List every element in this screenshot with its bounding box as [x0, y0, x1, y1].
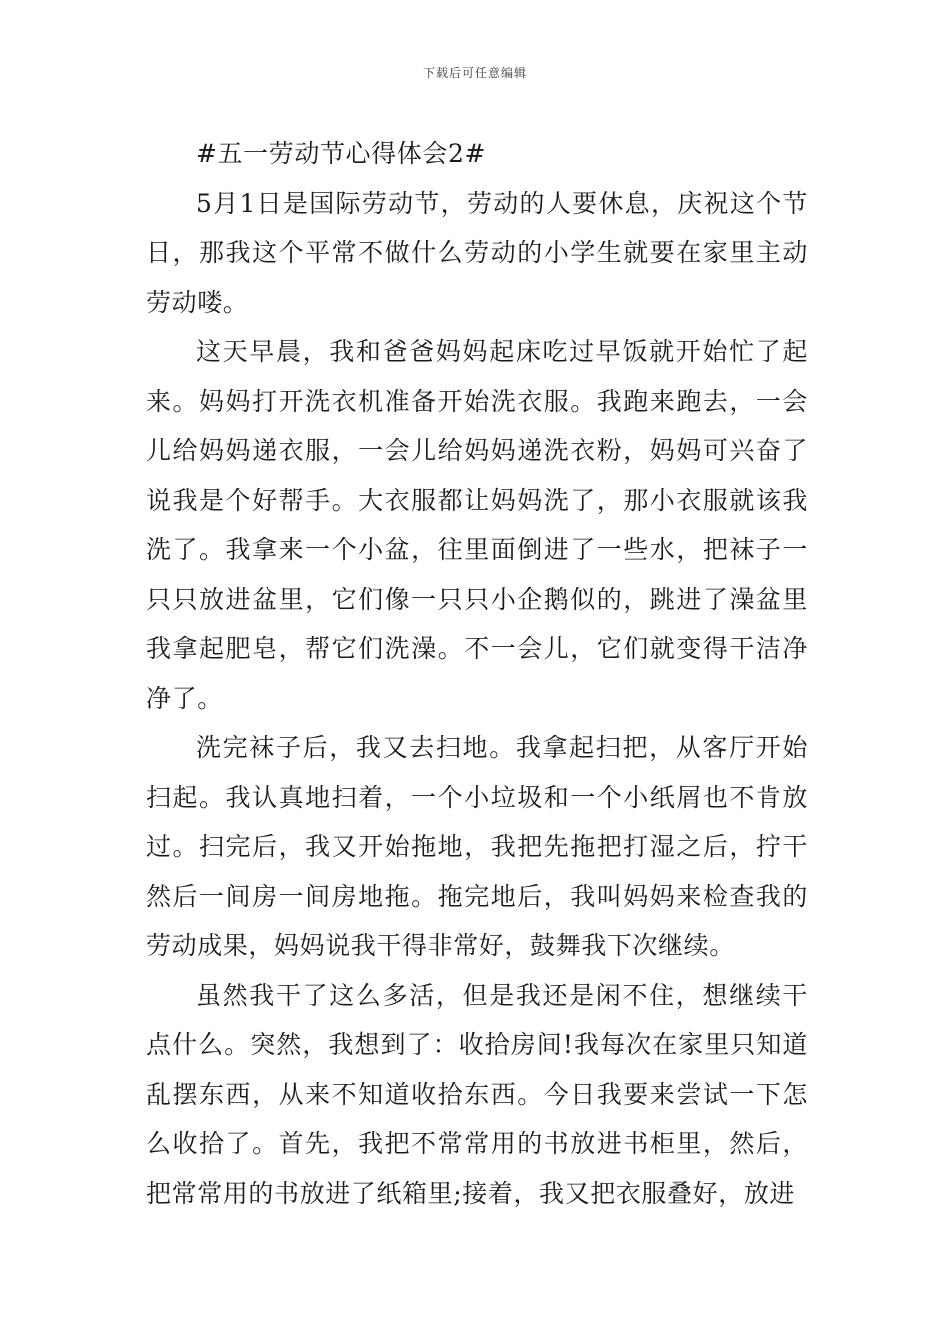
paragraph-1: 5月1日是国际劳动节，劳动的人要休息，庆祝这个节日，那我这个平常不做什么劳动的小学生就要在家里主动劳动喽。 — [146, 188, 808, 317]
paragraph-3: 洗完袜子后，我又去扫地。我拿起扫把，从客厅开始扫起。我认真地扫着，一个小垃圾和一个小纸屑也不肯放过。扫完后，我又开始拖地，我把先拖把打湿之后，拧干然后一间房一间房地拖。拖完地后，我叫妈妈来检查我的劳动成果，妈妈说我干得非常好，鼓舞我下次继续。 — [146, 733, 808, 960]
document-body — [146, 129, 808, 1218]
paragraph-2: 这天早晨，我和爸爸妈妈起床吃过早饭就开始忙了起来。妈妈打开洗衣机准备开始洗衣服。我跑来跑去，一会儿给妈妈递衣服，一会儿给妈妈递洗衣粉，妈妈可兴奋了说我是个好帮手。大衣服都让妈妈洗了，那小衣服就该我洗了。我拿来一个小盆，往里面倒进了一些水，把袜子一只只放进盆里，它们像一只只小企鹅似的，跳进了澡盆里我拿起肥皂，帮它们洗澡。不一会儿，它们就变得干洁净净了。 — [146, 337, 808, 713]
paragraph-4: 虽然我干了这么多活，但是我还是闲不住，想继续干点什么。突然，我想到了：收拾房间!我每次在家里只知道乱摆东西，从来不知道收拾东西。今日我要来尝试一下怎么收拾了。首先，我把不常常用的书放进书柜里，然后，把常常用的书放进了纸箱里;接着，我又把衣服叠好，放进 — [146, 980, 808, 1208]
header-note: 下载后可任意编辑 — [422, 66, 527, 80]
document-title: #五一劳动节心得体会2# — [196, 139, 487, 168]
